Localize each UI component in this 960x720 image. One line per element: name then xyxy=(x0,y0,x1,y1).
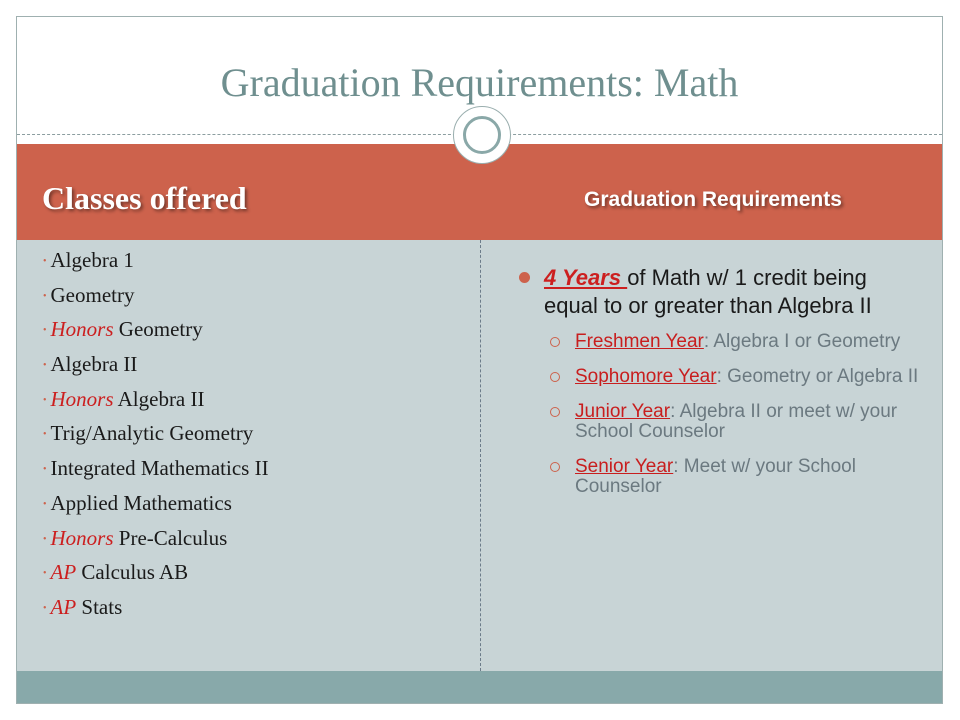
class-item xyxy=(43,250,269,285)
class-prefix: Honors xyxy=(50,525,114,550)
class-item xyxy=(43,562,269,597)
class-item xyxy=(43,354,269,389)
year-requirements-list xyxy=(511,332,921,497)
year-detail: : Algebra I or Geometry xyxy=(703,331,901,352)
requirement-main-item xyxy=(511,264,921,320)
bullet-icon: • xyxy=(43,533,47,545)
class-item xyxy=(43,525,269,563)
year-label: Senior Year xyxy=(575,456,674,477)
class-item xyxy=(43,423,269,458)
classes-list xyxy=(43,250,269,632)
class-item xyxy=(43,282,269,320)
year-label: Freshmen Year xyxy=(575,331,704,352)
class-item xyxy=(43,490,269,528)
ring-bullet-icon xyxy=(550,407,560,417)
ring-bullet-icon xyxy=(550,462,560,472)
classes-offered-header: Classes offered xyxy=(42,180,247,216)
inner-ring-icon xyxy=(463,116,501,154)
bullet-icon: • xyxy=(43,394,47,406)
footer-band xyxy=(17,671,942,704)
class-name: Calculus AB xyxy=(76,560,189,585)
class-name: Pre-Calculus xyxy=(113,525,228,550)
class-name: Algebra II xyxy=(50,352,138,377)
bullet-icon: • xyxy=(43,325,47,337)
year-label: Sophomore Year xyxy=(575,366,717,387)
class-name: Stats xyxy=(76,594,123,619)
class-item xyxy=(43,594,269,632)
ring-bullet-icon xyxy=(550,372,560,382)
class-item xyxy=(43,386,269,424)
class-name: Trig/Analytic Geometry xyxy=(50,421,254,446)
bullet-icon: • xyxy=(43,464,47,476)
years-highlight: 4 Years xyxy=(544,265,628,290)
bullet-icon: • xyxy=(43,429,47,441)
bullet-icon: • xyxy=(43,290,47,302)
year-detail: : Meet w/ your School Counselor xyxy=(575,456,856,497)
bullet-icon: • xyxy=(43,568,47,580)
year-detail: : Algebra II or meet w/ your School Counselor xyxy=(575,401,898,442)
class-name: Integrated Mathematics II xyxy=(50,456,269,481)
class-name: Applied Mathematics xyxy=(50,490,232,515)
bullet-icon: • xyxy=(43,602,47,614)
requirement-text: of Math w/ 1 credit being equal to or greater than Algebra II xyxy=(544,265,872,318)
bullet-dot-icon xyxy=(519,272,530,283)
year-label: Junior Year xyxy=(575,401,671,422)
class-prefix: AP xyxy=(50,594,77,619)
year-detail: : Geometry or Algebra II xyxy=(716,366,919,387)
bullet-icon: • xyxy=(43,256,47,267)
class-name: Geometry xyxy=(50,282,135,307)
class-prefix: AP xyxy=(50,560,77,585)
class-prefix: Honors xyxy=(50,317,114,342)
slide-frame xyxy=(16,16,943,704)
class-prefix: Honors xyxy=(50,386,114,411)
table-body-row xyxy=(17,240,942,671)
graduation-requirements-header: Graduation Requirements xyxy=(584,188,842,211)
class-item xyxy=(43,458,269,493)
column-divider xyxy=(480,240,481,671)
year-item xyxy=(511,332,921,352)
bullet-icon: • xyxy=(43,360,47,372)
circle-ornament-icon xyxy=(453,106,511,164)
year-item xyxy=(511,402,921,442)
class-name: Algebra 1 xyxy=(50,248,134,272)
class-item xyxy=(43,319,269,354)
class-name: Geometry xyxy=(113,317,203,342)
class-name: Algebra II xyxy=(113,386,205,411)
ring-bullet-icon xyxy=(550,337,560,347)
bullet-icon: • xyxy=(43,498,47,510)
requirements-block xyxy=(511,264,921,512)
year-item xyxy=(511,367,921,387)
slide-title: Graduation Requirements: Math xyxy=(220,60,739,105)
year-item xyxy=(511,457,921,497)
